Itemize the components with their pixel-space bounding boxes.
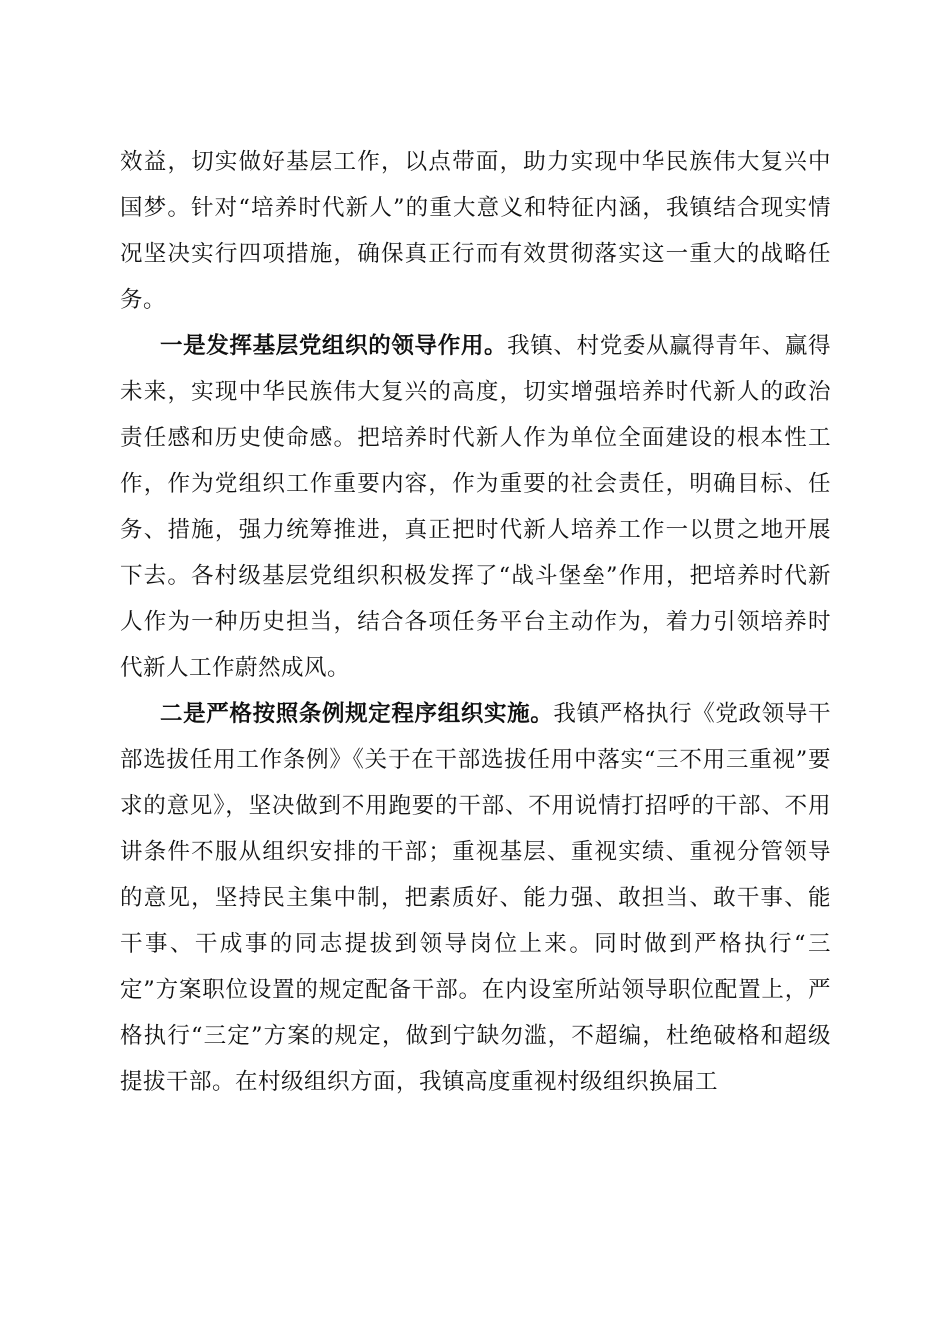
paragraph-point-two bbox=[120, 691, 831, 1105]
document-body bbox=[120, 139, 831, 1105]
paragraph-text: 我镇、村党委从赢得青年、赢得未来，实现中华民族伟大复兴的高度，切实增强培养时代新人的政治责任感和历史使命感。把培养时代新人作为单位全面建设的根本性工作，作为党组织工作重要内容，作为重要的社会责任，明确目标、任务、措施，强力统筹推进，真正把时代新人培养工作一以贯之地开展下去。各村级基层党组织积极发挥了“战斗堡垒”作用，把培养时代新人作为一种历史担当，结合各项任务平台主动作为，着力引领培养时代新人工作蔚然成风。 bbox=[120, 333, 831, 681]
paragraph-text: 我镇严格执行《党政领导干部选拔任用工作条例》《关于在干部选拔任用中落实“三不用三重视”要求的意见》，坚决做到不用跑要的干部、不用说情打招呼的干部、不用讲条件不服从组织安排的干部；重视基层、重视实绩、重视分管领导的意见，坚持民主集中制，把素质好、能力强、敢担当、敢干事、能干事、干成事的同志提拔到领导岗位上来。同时做到严格执行“三定”方案职位设置的规定配备干部。在内设室所站领导职位配置上，严格执行“三定”方案的规定，做到宁缺勿滥，不超编，杜绝破格和超级提拔干部。在村级组织方面，我镇高度重视村级组织换届工 bbox=[120, 701, 831, 1095]
paragraph-lead: 一是发挥基层党组织的领导作用。 bbox=[160, 333, 508, 359]
paragraph-point-one bbox=[120, 323, 831, 691]
paragraph-text: 效益，切实做好基层工作，以点带面，助力实现中华民族伟大复兴中国梦。针对“培养时代新人”的重大意义和特征内涵，我镇结合现实情况坚决实行四项措施，确保真正行而有效贯彻落实这一重大的战略任务。 bbox=[120, 149, 831, 313]
paragraph-intro bbox=[120, 139, 831, 323]
paragraph-lead: 二是严格按照条例规定程序组织实施。 bbox=[160, 701, 554, 727]
